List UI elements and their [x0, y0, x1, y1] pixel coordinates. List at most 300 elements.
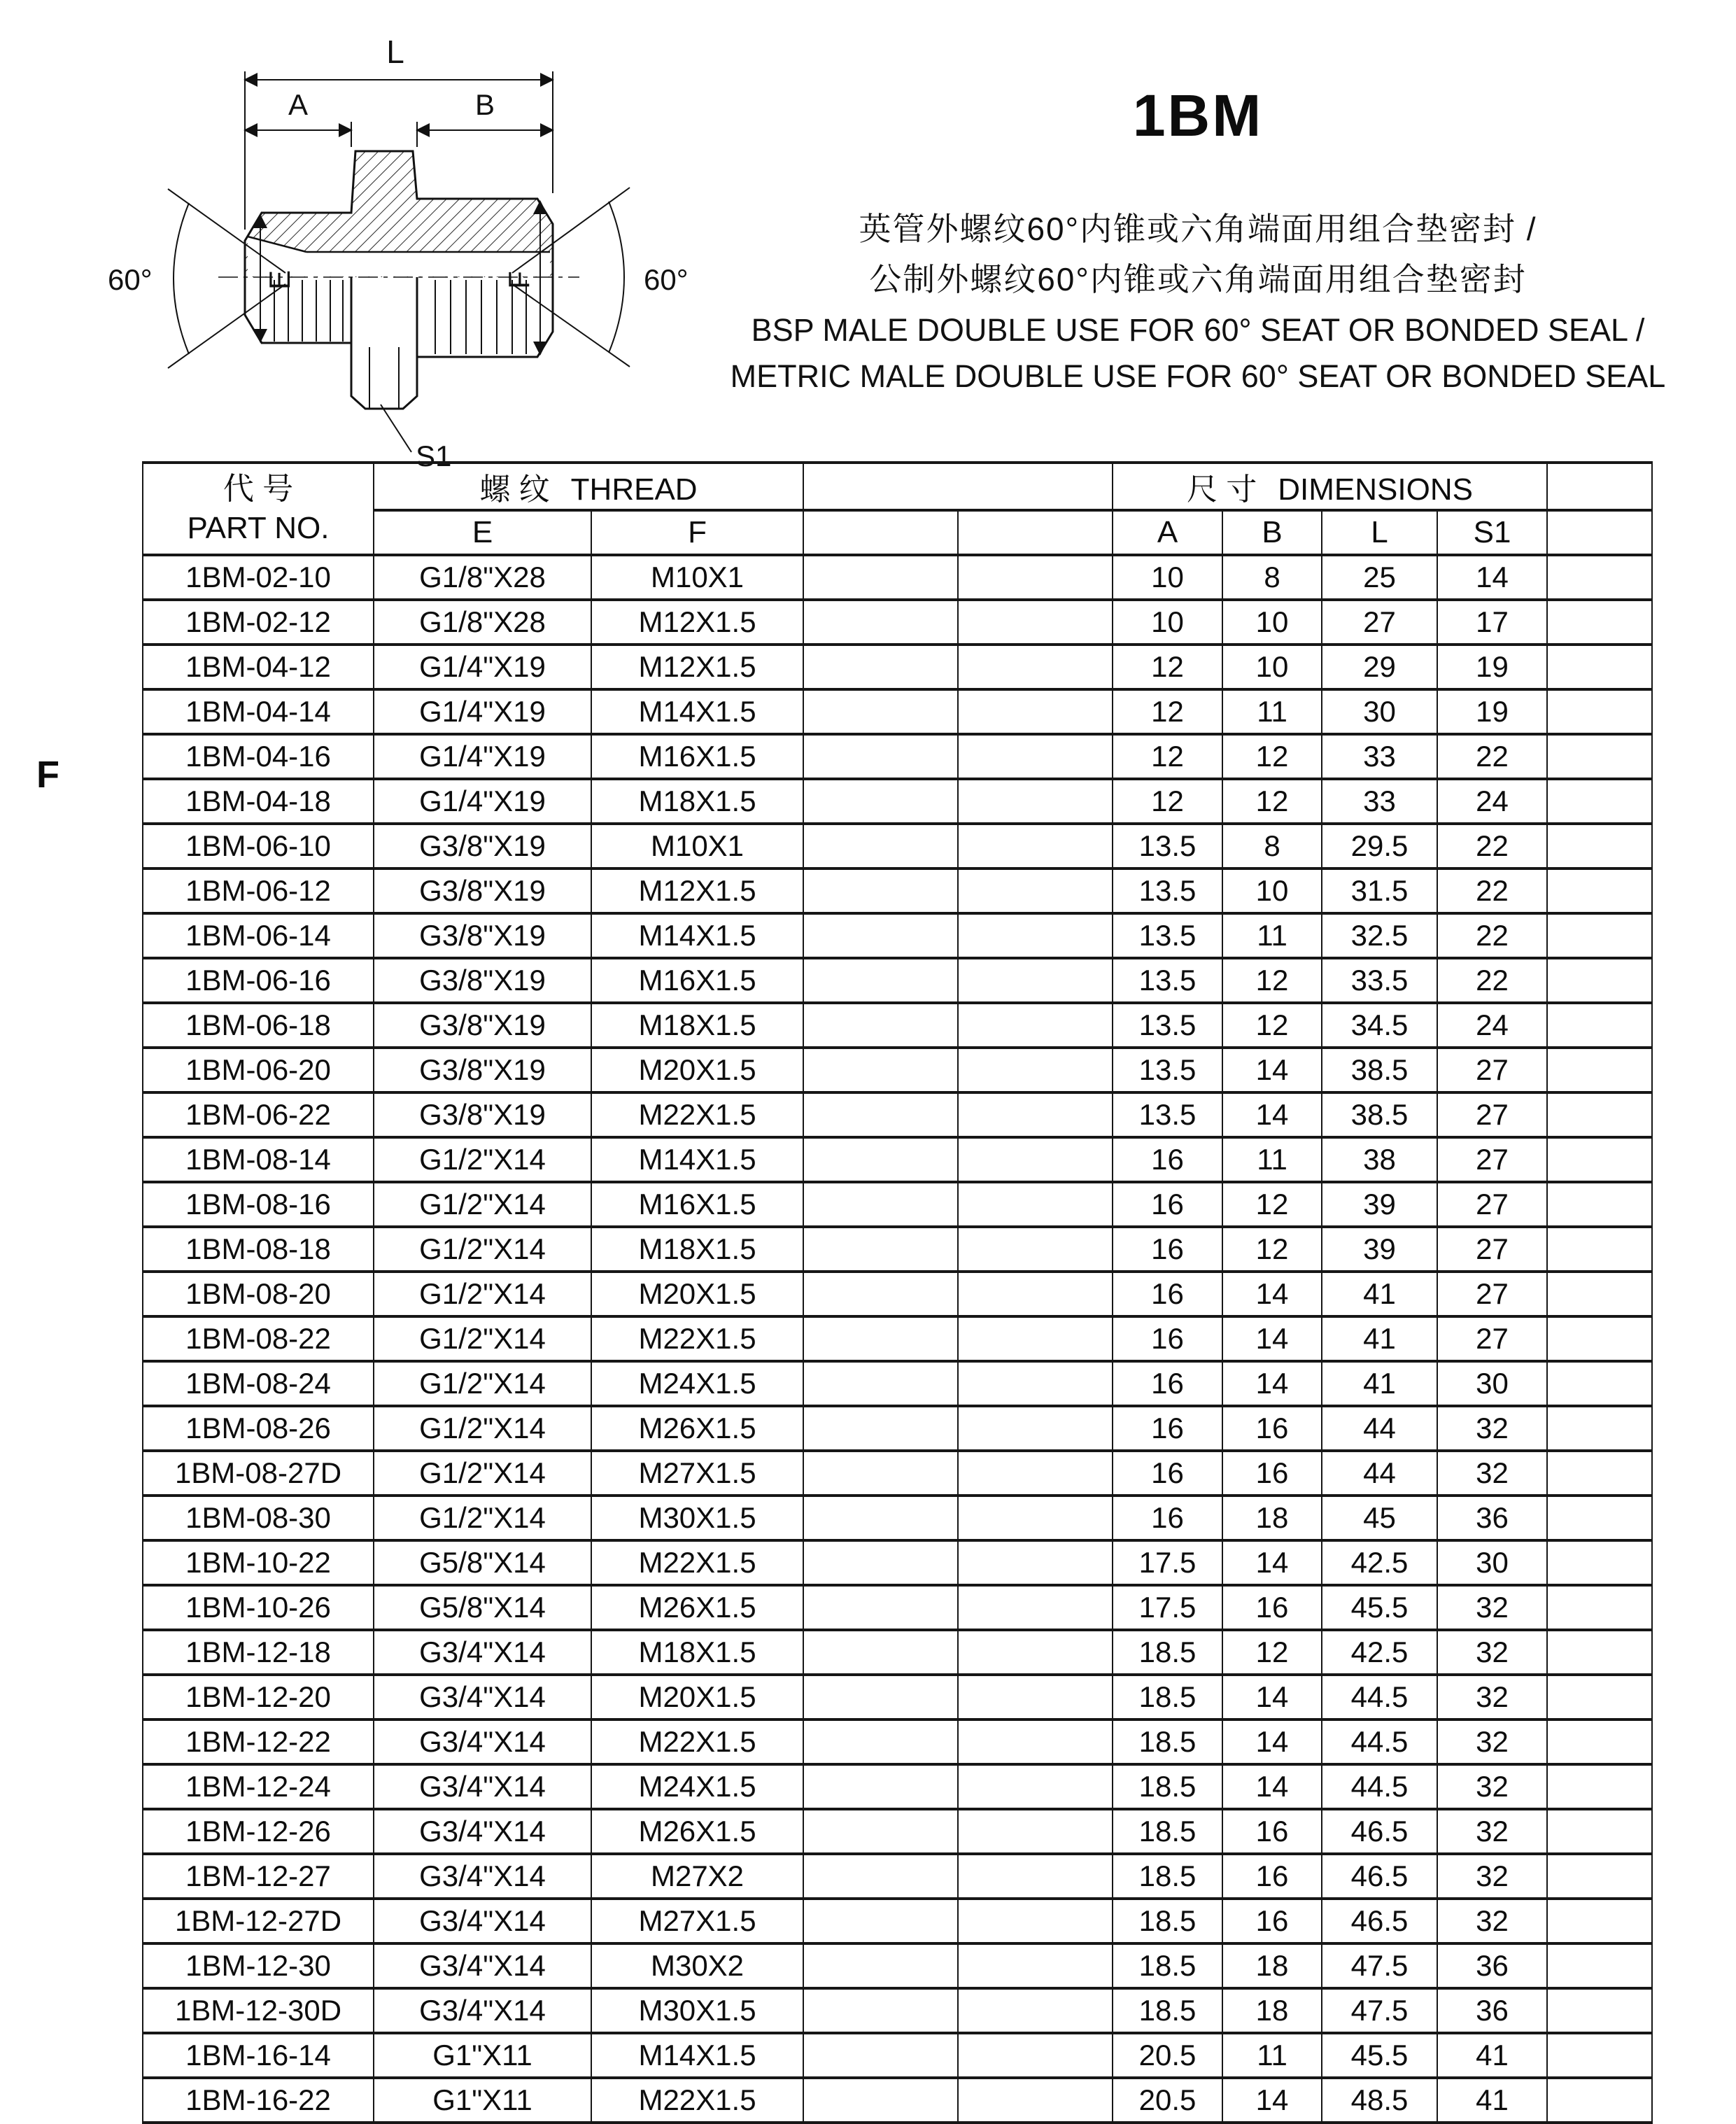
cell-thread-f: M12X1.5: [591, 868, 803, 913]
cell-dim-b: 12: [1222, 958, 1322, 1003]
cell-dim-a: 13.5: [1113, 958, 1222, 1003]
cell-empty-3: [1547, 1003, 1652, 1048]
cell-empty-2: [958, 1048, 1113, 1092]
table-row: [143, 1585, 1652, 1630]
cell-dim-l: 44: [1322, 1406, 1437, 1451]
cell-part-no: 1BM-16-22: [143, 2078, 374, 2123]
cell-part-no: 1BM-12-27D: [143, 1899, 374, 1943]
cell-thread-e: G3/8"X19: [374, 1003, 591, 1048]
cell-dim-a: 18.5: [1113, 1764, 1222, 1809]
cell-dim-a: 16: [1113, 1361, 1222, 1406]
cell-dim-l: 39: [1322, 1182, 1437, 1227]
cell-empty-1: [803, 1630, 958, 1675]
table-row: [143, 779, 1652, 824]
cell-dim-l: 39: [1322, 1227, 1437, 1272]
cell-empty-2: [958, 1630, 1113, 1675]
cell-dim-b: 11: [1222, 2033, 1322, 2078]
cell-empty-2: [958, 1496, 1113, 1540]
header-dimensions: [1113, 463, 1547, 510]
description-cn-line1: 英管外螺纹60°内锥或六角端面用组合垫密封 /: [859, 211, 1537, 247]
table-row: [143, 1182, 1652, 1227]
cell-dim-b: 12: [1222, 1182, 1322, 1227]
cell-dim-l: 38.5: [1322, 1048, 1437, 1092]
cell-thread-e: G3/4"X14: [374, 1630, 591, 1675]
cell-dim-a: 13.5: [1113, 1092, 1222, 1137]
cell-dim-b: 18: [1222, 1988, 1322, 2033]
cell-dim-s1: 32: [1437, 1854, 1547, 1899]
cell-thread-f: M14X1.5: [591, 1137, 803, 1182]
cell-part-no: 1BM-12-22: [143, 1719, 374, 1764]
cell-dim-l: 38.5: [1322, 1092, 1437, 1137]
table-row: [143, 2033, 1652, 2078]
cell-thread-e: G1/2"X14: [374, 1272, 591, 1316]
cell-thread-f: M24X1.5: [591, 1361, 803, 1406]
cell-part-no: 1BM-12-18: [143, 1630, 374, 1675]
cell-dim-l: 30: [1322, 689, 1437, 734]
cell-dim-s1: 22: [1437, 913, 1547, 958]
cell-empty-2: [958, 645, 1113, 689]
cell-dim-l: 46.5: [1322, 1809, 1437, 1854]
cell-empty-2: [958, 1361, 1113, 1406]
cell-empty-1: [803, 600, 958, 645]
cell-empty-1: [803, 1899, 958, 1943]
cell-thread-f: M16X1.5: [591, 958, 803, 1003]
seat-angle-left-label: 60°: [108, 263, 153, 296]
cell-thread-e: G1/2"X14: [374, 1451, 591, 1496]
cell-empty-3: [1547, 1988, 1652, 2033]
cell-dim-l: 29.5: [1322, 824, 1437, 868]
cell-dim-a: 13.5: [1113, 824, 1222, 868]
cell-thread-f: M18X1.5: [591, 1630, 803, 1675]
cell-dim-b: 11: [1222, 1137, 1322, 1182]
cell-dim-s1: 32: [1437, 1719, 1547, 1764]
table-row: [143, 645, 1652, 689]
header-thread-en: THREAD: [570, 472, 698, 507]
cell-part-no: 1BM-12-26: [143, 1809, 374, 1854]
cell-thread-e: G1/8"X28: [374, 555, 591, 600]
cell-thread-f: M30X2: [591, 1943, 803, 1988]
fitting-external-lower: [245, 277, 553, 409]
header-part-no: [143, 463, 374, 555]
cell-dim-l: 44.5: [1322, 1719, 1437, 1764]
cell-dim-s1: 22: [1437, 824, 1547, 868]
header-col-f: F: [591, 510, 803, 555]
cell-empty-3: [1547, 1182, 1652, 1227]
header-part-no-cn: 代 号: [223, 472, 294, 506]
cell-empty-1: [803, 1854, 958, 1899]
cell-dim-s1: 14: [1437, 555, 1547, 600]
cell-thread-f: M22X1.5: [591, 1316, 803, 1361]
cell-part-no: 1BM-06-18: [143, 1003, 374, 1048]
cell-empty-3: [1547, 2078, 1652, 2123]
cell-dim-b: 12: [1222, 779, 1322, 824]
cell-dim-a: 16: [1113, 1451, 1222, 1496]
cell-dim-s1: 19: [1437, 645, 1547, 689]
table-row: [143, 1988, 1652, 2033]
cell-dim-l: 27: [1322, 600, 1437, 645]
cell-empty-2: [958, 1227, 1113, 1272]
cell-dim-l: 41: [1322, 1361, 1437, 1406]
cell-empty-1: [803, 1675, 958, 1719]
cell-empty-1: [803, 1988, 958, 2033]
cell-part-no: 1BM-12-20: [143, 1675, 374, 1719]
cell-thread-e: G3/8"X19: [374, 913, 591, 958]
cell-thread-e: G1/2"X14: [374, 1182, 591, 1227]
cell-part-no: 1BM-12-30: [143, 1943, 374, 1988]
cell-dim-a: 16: [1113, 1182, 1222, 1227]
technical-drawing: [98, 20, 700, 474]
cell-dim-s1: 22: [1437, 868, 1547, 913]
dim-label-A: A: [288, 88, 309, 121]
cell-dim-b: 10: [1222, 645, 1322, 689]
cell-empty-2: [958, 1272, 1113, 1316]
cell-empty-2: [958, 1988, 1113, 2033]
cell-empty-2: [958, 913, 1113, 958]
cell-empty-3: [1547, 1764, 1652, 1809]
cell-empty-1: [803, 1361, 958, 1406]
cell-empty-1: [803, 689, 958, 734]
cell-empty-2: [958, 1406, 1113, 1451]
table-row: [143, 1809, 1652, 1854]
cell-empty-3: [1547, 1406, 1652, 1451]
cell-dim-b: 14: [1222, 1092, 1322, 1137]
cell-dim-l: 44: [1322, 1451, 1437, 1496]
header-right-empty: [1547, 463, 1652, 510]
cell-empty-2: [958, 600, 1113, 645]
cell-empty-3: [1547, 1092, 1652, 1137]
cell-thread-e: G1/4"X19: [374, 779, 591, 824]
cell-dim-s1: 36: [1437, 1988, 1547, 2033]
cell-dim-b: 18: [1222, 1943, 1322, 1988]
dimension-B: [417, 122, 553, 147]
cell-part-no: 1BM-02-10: [143, 555, 374, 600]
cell-dim-s1: 27: [1437, 1092, 1547, 1137]
cell-empty-2: [958, 1585, 1113, 1630]
cell-empty-2: [958, 555, 1113, 600]
cell-thread-e: G5/8"X14: [374, 1540, 591, 1585]
cell-empty-1: [803, 958, 958, 1003]
cell-part-no: 1BM-04-16: [143, 734, 374, 779]
cell-thread-e: G3/8"X19: [374, 824, 591, 868]
table-row: [143, 1451, 1652, 1496]
header-col-b: B: [1222, 510, 1322, 555]
cell-dim-s1: 17: [1437, 600, 1547, 645]
cell-dim-l: 46.5: [1322, 1854, 1437, 1899]
table-row: [143, 958, 1652, 1003]
cell-thread-e: G3/4"X14: [374, 1943, 591, 1988]
cell-empty-3: [1547, 1809, 1652, 1854]
cell-thread-f: M27X2: [591, 1854, 803, 1899]
cell-empty-3: [1547, 1227, 1652, 1272]
cell-thread-f: M27X1.5: [591, 1899, 803, 1943]
cell-thread-e: G3/4"X14: [374, 1719, 591, 1764]
cell-part-no: 1BM-08-22: [143, 1316, 374, 1361]
cell-thread-e: G3/4"X14: [374, 1988, 591, 2033]
cell-dim-a: 18.5: [1113, 1809, 1222, 1854]
cell-part-no: 1BM-08-30: [143, 1496, 374, 1540]
cell-thread-e: G1/4"X19: [374, 689, 591, 734]
cell-dim-l: 29: [1322, 645, 1437, 689]
header-dimensions-en: DIMENSIONS: [1278, 472, 1473, 507]
cell-dim-l: 33: [1322, 734, 1437, 779]
dim-label-B: B: [474, 88, 495, 121]
cell-empty-3: [1547, 645, 1652, 689]
header-col-s1: S1: [1437, 510, 1547, 555]
cell-empty-3: [1547, 2033, 1652, 2078]
cell-empty-3: [1547, 1943, 1652, 1988]
cell-dim-b: 14: [1222, 1719, 1322, 1764]
cell-thread-f: M30X1.5: [591, 1988, 803, 2033]
table-row: [143, 1137, 1652, 1182]
cell-dim-s1: 32: [1437, 1630, 1547, 1675]
cell-empty-3: [1547, 913, 1652, 958]
cell-dim-l: 33: [1322, 779, 1437, 824]
cell-thread-f: M10X1: [591, 555, 803, 600]
cell-dim-l: 47.5: [1322, 1943, 1437, 1988]
cell-empty-2: [958, 1540, 1113, 1585]
cell-thread-f: M26X1.5: [591, 1406, 803, 1451]
cell-dim-s1: 27: [1437, 1182, 1547, 1227]
cell-empty-3: [1547, 779, 1652, 824]
cell-thread-f: M20X1.5: [591, 1675, 803, 1719]
cell-thread-e: G1/4"X19: [374, 734, 591, 779]
cell-dim-a: 16: [1113, 1406, 1222, 1451]
cell-thread-e: G3/4"X14: [374, 1899, 591, 1943]
cell-thread-e: G1/2"X14: [374, 1406, 591, 1451]
cell-thread-f: M14X1.5: [591, 689, 803, 734]
cell-dim-s1: 32: [1437, 1899, 1547, 1943]
cell-empty-1: [803, 1496, 958, 1540]
cell-dim-b: 14: [1222, 1361, 1322, 1406]
table-row: [143, 555, 1652, 600]
cell-part-no: 1BM-08-18: [143, 1227, 374, 1272]
cell-dim-a: 18.5: [1113, 1675, 1222, 1719]
description-cn-line2: 公制外螺纹60°内锥或六角端面用组合垫密封: [869, 261, 1527, 297]
cell-thread-f: M20X1.5: [591, 1048, 803, 1092]
cell-dim-a: 10: [1113, 600, 1222, 645]
cell-empty-2: [958, 1719, 1113, 1764]
cell-dim-a: 13.5: [1113, 1003, 1222, 1048]
cell-dim-a: 20.5: [1113, 2078, 1222, 2123]
cell-thread-f: M14X1.5: [591, 913, 803, 958]
cell-thread-f: M18X1.5: [591, 779, 803, 824]
cell-empty-1: [803, 2033, 958, 2078]
cell-empty-3: [1547, 1316, 1652, 1361]
cell-dim-a: 12: [1113, 645, 1222, 689]
description-en-line1: BSP MALE DOUBLE USE FOR 60° SEAT OR BONDED SEAL /: [751, 312, 1645, 348]
cell-empty-2: [958, 1137, 1113, 1182]
table-row: [143, 868, 1652, 913]
cell-empty-3: [1547, 1854, 1652, 1899]
table-row: [143, 689, 1652, 734]
description-en-line2: METRIC MALE DOUBLE USE FOR 60° SEAT OR BONDED SEAL: [730, 358, 1666, 394]
cell-empty-1: [803, 1048, 958, 1092]
cell-thread-e: G1/2"X14: [374, 1227, 591, 1272]
cell-empty-2: [958, 734, 1113, 779]
cell-empty-1: [803, 1227, 958, 1272]
cell-empty-2: [958, 1003, 1113, 1048]
cell-dim-a: 18.5: [1113, 1630, 1222, 1675]
cell-thread-f: M22X1.5: [591, 1092, 803, 1137]
cell-empty-1: [803, 1406, 958, 1451]
cell-empty-1: [803, 1943, 958, 1988]
cell-dim-b: 8: [1222, 555, 1322, 600]
cell-dim-b: 14: [1222, 1675, 1322, 1719]
cell-dim-l: 25: [1322, 555, 1437, 600]
cell-part-no: 1BM-06-16: [143, 958, 374, 1003]
cell-dim-l: 44.5: [1322, 1764, 1437, 1809]
cell-dim-b: 14: [1222, 2078, 1322, 2123]
cell-empty-2: [958, 1451, 1113, 1496]
cell-empty-2: [958, 1092, 1113, 1137]
table-row: [143, 1540, 1652, 1585]
cell-part-no: 1BM-08-16: [143, 1182, 374, 1227]
cell-part-no: 1BM-08-26: [143, 1406, 374, 1451]
header-thread-cn: 螺 纹: [479, 472, 550, 507]
cell-thread-e: G1/2"X14: [374, 1316, 591, 1361]
table-header-row-1: [143, 463, 1652, 510]
table-row: [143, 2078, 1652, 2123]
fitting-section-upper: [245, 151, 553, 277]
cell-thread-f: M10X1: [591, 824, 803, 868]
cell-empty-1: [803, 555, 958, 600]
cell-part-no: 1BM-04-12: [143, 645, 374, 689]
cell-empty-1: [803, 1137, 958, 1182]
cell-thread-e: G3/4"X14: [374, 1764, 591, 1809]
cell-dim-b: 10: [1222, 600, 1322, 645]
cell-dim-s1: 41: [1437, 2078, 1547, 2123]
cell-empty-1: [803, 1540, 958, 1585]
cell-empty-2: [958, 2078, 1113, 2123]
cell-thread-f: M12X1.5: [591, 645, 803, 689]
cell-empty-2: [958, 958, 1113, 1003]
cell-thread-f: M16X1.5: [591, 734, 803, 779]
cell-dim-b: 10: [1222, 868, 1322, 913]
cell-thread-e: G1/2"X14: [374, 1361, 591, 1406]
cell-dim-l: 42.5: [1322, 1540, 1437, 1585]
cell-dim-b: 16: [1222, 1406, 1322, 1451]
cell-empty-1: [803, 2078, 958, 2123]
cell-part-no: 1BM-12-24: [143, 1764, 374, 1809]
cell-empty-3: [1547, 1675, 1652, 1719]
cell-empty-3: [1547, 1361, 1652, 1406]
cell-thread-e: G3/4"X14: [374, 1675, 591, 1719]
cell-dim-b: 16: [1222, 1899, 1322, 1943]
cell-dim-a: 18.5: [1113, 1988, 1222, 2033]
table-row: [143, 1406, 1652, 1451]
cell-dim-a: 18.5: [1113, 1719, 1222, 1764]
cell-dim-b: 16: [1222, 1451, 1322, 1496]
cell-dim-l: 45.5: [1322, 2033, 1437, 2078]
table-row: [143, 1675, 1652, 1719]
cell-thread-f: M27X1.5: [591, 1451, 803, 1496]
cell-thread-f: M18X1.5: [591, 1227, 803, 1272]
cell-dim-s1: 32: [1437, 1675, 1547, 1719]
cell-empty-1: [803, 1316, 958, 1361]
table-row: [143, 1316, 1652, 1361]
cell-dim-b: 14: [1222, 1316, 1322, 1361]
cell-dim-a: 16: [1113, 1316, 1222, 1361]
cell-dim-a: 13.5: [1113, 913, 1222, 958]
cell-dim-s1: 32: [1437, 1809, 1547, 1854]
cell-empty-2: [958, 1764, 1113, 1809]
cell-dim-b: 8: [1222, 824, 1322, 868]
cell-empty-3: [1547, 824, 1652, 868]
cell-empty-2: [958, 1854, 1113, 1899]
cell-empty-1: [803, 824, 958, 868]
cell-dim-b: 14: [1222, 1272, 1322, 1316]
header-mid-empty-1: [803, 510, 958, 555]
cell-empty-2: [958, 1675, 1113, 1719]
cell-thread-e: G1/2"X14: [374, 1137, 591, 1182]
header-col-a: A: [1113, 510, 1222, 555]
cell-dim-l: 38: [1322, 1137, 1437, 1182]
cell-empty-1: [803, 1764, 958, 1809]
cell-empty-2: [958, 1809, 1113, 1854]
cell-empty-3: [1547, 1585, 1652, 1630]
cell-dim-l: 33.5: [1322, 958, 1437, 1003]
cell-part-no: 1BM-06-22: [143, 1092, 374, 1137]
cell-dim-a: 20.5: [1113, 2033, 1222, 2078]
cell-empty-1: [803, 1809, 958, 1854]
cell-empty-2: [958, 689, 1113, 734]
header-col-e: E: [374, 510, 591, 555]
cell-dim-a: 17.5: [1113, 1585, 1222, 1630]
header-right-empty-2: [1547, 510, 1652, 555]
cell-dim-l: 48.5: [1322, 2078, 1437, 2123]
cell-empty-2: [958, 1316, 1113, 1361]
cell-empty-1: [803, 1585, 958, 1630]
cell-empty-1: [803, 1272, 958, 1316]
cell-empty-1: [803, 779, 958, 824]
cell-dim-s1: 22: [1437, 958, 1547, 1003]
cell-dim-l: 46.5: [1322, 1899, 1437, 1943]
header-mid-empty-2: [958, 510, 1113, 555]
cell-thread-f: M18X1.5: [591, 1003, 803, 1048]
cell-dim-a: 13.5: [1113, 868, 1222, 913]
cell-empty-3: [1547, 555, 1652, 600]
cell-empty-2: [958, 868, 1113, 913]
table-row: [143, 600, 1652, 645]
cell-dim-l: 47.5: [1322, 1988, 1437, 2033]
cell-thread-f: M12X1.5: [591, 600, 803, 645]
cell-dim-l: 34.5: [1322, 1003, 1437, 1048]
cell-dim-s1: 36: [1437, 1943, 1547, 1988]
table-row: [143, 1496, 1652, 1540]
table-row: [143, 734, 1652, 779]
cell-empty-3: [1547, 1496, 1652, 1540]
cell-dim-l: 41: [1322, 1316, 1437, 1361]
cell-part-no: 1BM-04-14: [143, 689, 374, 734]
cell-empty-1: [803, 1719, 958, 1764]
header-col-l: L: [1322, 510, 1437, 555]
cell-thread-e: G3/4"X14: [374, 1854, 591, 1899]
cell-empty-3: [1547, 1540, 1652, 1585]
cell-empty-3: [1547, 1451, 1652, 1496]
cell-thread-e: G3/8"X19: [374, 868, 591, 913]
cell-thread-f: M20X1.5: [591, 1272, 803, 1316]
cell-empty-3: [1547, 958, 1652, 1003]
cell-dim-l: 44.5: [1322, 1675, 1437, 1719]
cell-dim-l: 42.5: [1322, 1630, 1437, 1675]
cell-empty-3: [1547, 1137, 1652, 1182]
table-row: [143, 824, 1652, 868]
cell-dim-s1: 19: [1437, 689, 1547, 734]
table-row: [143, 913, 1652, 958]
table-row: [143, 1003, 1652, 1048]
cell-empty-1: [803, 645, 958, 689]
cell-thread-f: M26X1.5: [591, 1809, 803, 1854]
